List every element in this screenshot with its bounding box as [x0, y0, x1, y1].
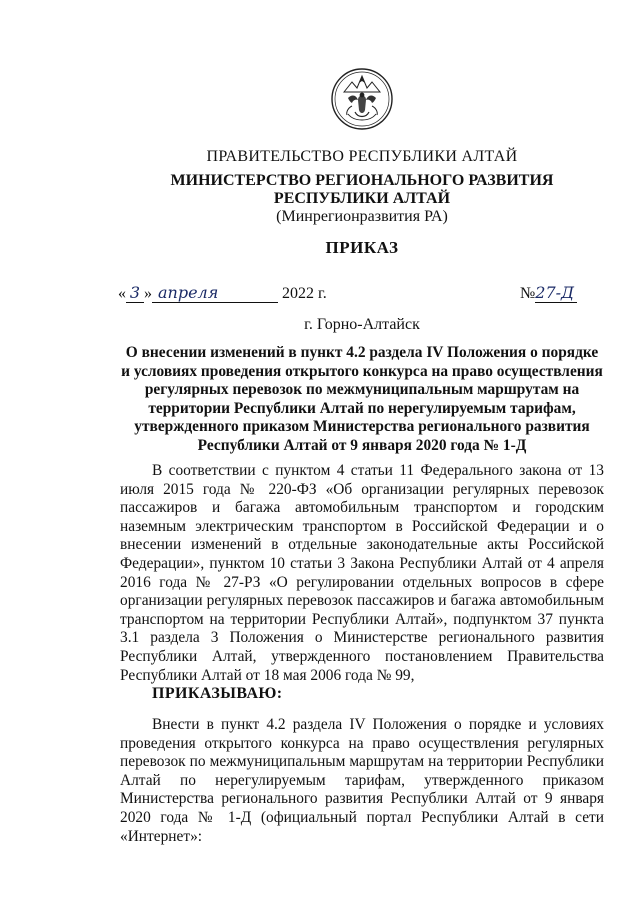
date-month: апреля: [152, 283, 278, 303]
date-open-quote: «: [118, 285, 126, 302]
number-prefix: №: [520, 285, 536, 302]
order-subject: О внесении изменений в пункт 4.2 раздела IV Положения о порядке и условиях проведения открытого конкурса на право осуществления регулярных перевозок по межмуниципальным маршрутам на территории Республики Алтай по нерегулируемым тарифам, утвержденного приказом Министерства регионального развития Республики Алтай от 9 января 2020 года № 1-Д: [121, 344, 603, 454]
number-value: 27-Д: [535, 283, 577, 303]
date-day: 3: [126, 283, 144, 303]
ministry-title-line2: РЕСПУБЛИКИ АЛТАЙ: [273, 190, 451, 207]
ministry-abbreviation: (Минрегионразвития РА): [276, 208, 448, 225]
ministry-title: [0, 172, 640, 208]
government-title: ПРАВИТЕЛЬСТВО РЕСПУБЛИКИ АЛТАЙ: [206, 148, 518, 165]
coat-of-arms-emblem: [330, 62, 394, 136]
city: г. Горно-Алтайск: [304, 316, 420, 333]
preamble-paragraph: В соответствии с пунктом 4 статьи 11 Федерального закона от 13 июля 2015 года № 220-ФЗ «Об организации регулярных перевозок пассажиров и багажа автомобильным транспортом и городским наземным электрическим транспортом в Российской Федерации и о внесении изменений в отдельные законодательные акты Российской Федерации», пунктом 10 статьи 3 Закона Республики Алтай от 4 апреля 2016 года № 27-РЗ «О регулировании отдельных вопросов в сфере организации регулярных перевозок пассажиров и багажа автомобильным транспортом на территории Республики Алтай», подпунктом 37 пункта 3.1 раздела 3 Положения о Министерстве регионального развития Республики Алтай, утвержденного постановлением Правительства Республики Алтай от 18 мая 2006 года № 99,: [120, 462, 604, 684]
date-close-quote: »: [144, 285, 152, 302]
decree-heading: ПРИКАЗЫВАЮ:: [152, 685, 283, 702]
date-year: 2022 г.: [282, 285, 327, 302]
ministry-title-line1: МИНИСТЕРСТВО РЕГИОНАЛЬНОГО РАЗВИТИЯ: [170, 172, 554, 189]
order-paragraph: Внести в пункт 4.2 раздела IV Положения о порядке и условиях проведения открытого конкурса на право осуществления регулярных перевозок по межмуниципальным маршрутам на территории Республики Алтай по нерегулируемым тарифам, утвержденного приказом Министерства регионального развития Республики Алтай от 9 января 2020 года № 1-Д (официальный портал Республики Алтай в сети «Интернет»:: [120, 716, 604, 845]
order-date: [118, 283, 327, 303]
document-type: ПРИКАЗ: [325, 238, 399, 257]
order-number: [520, 283, 577, 303]
